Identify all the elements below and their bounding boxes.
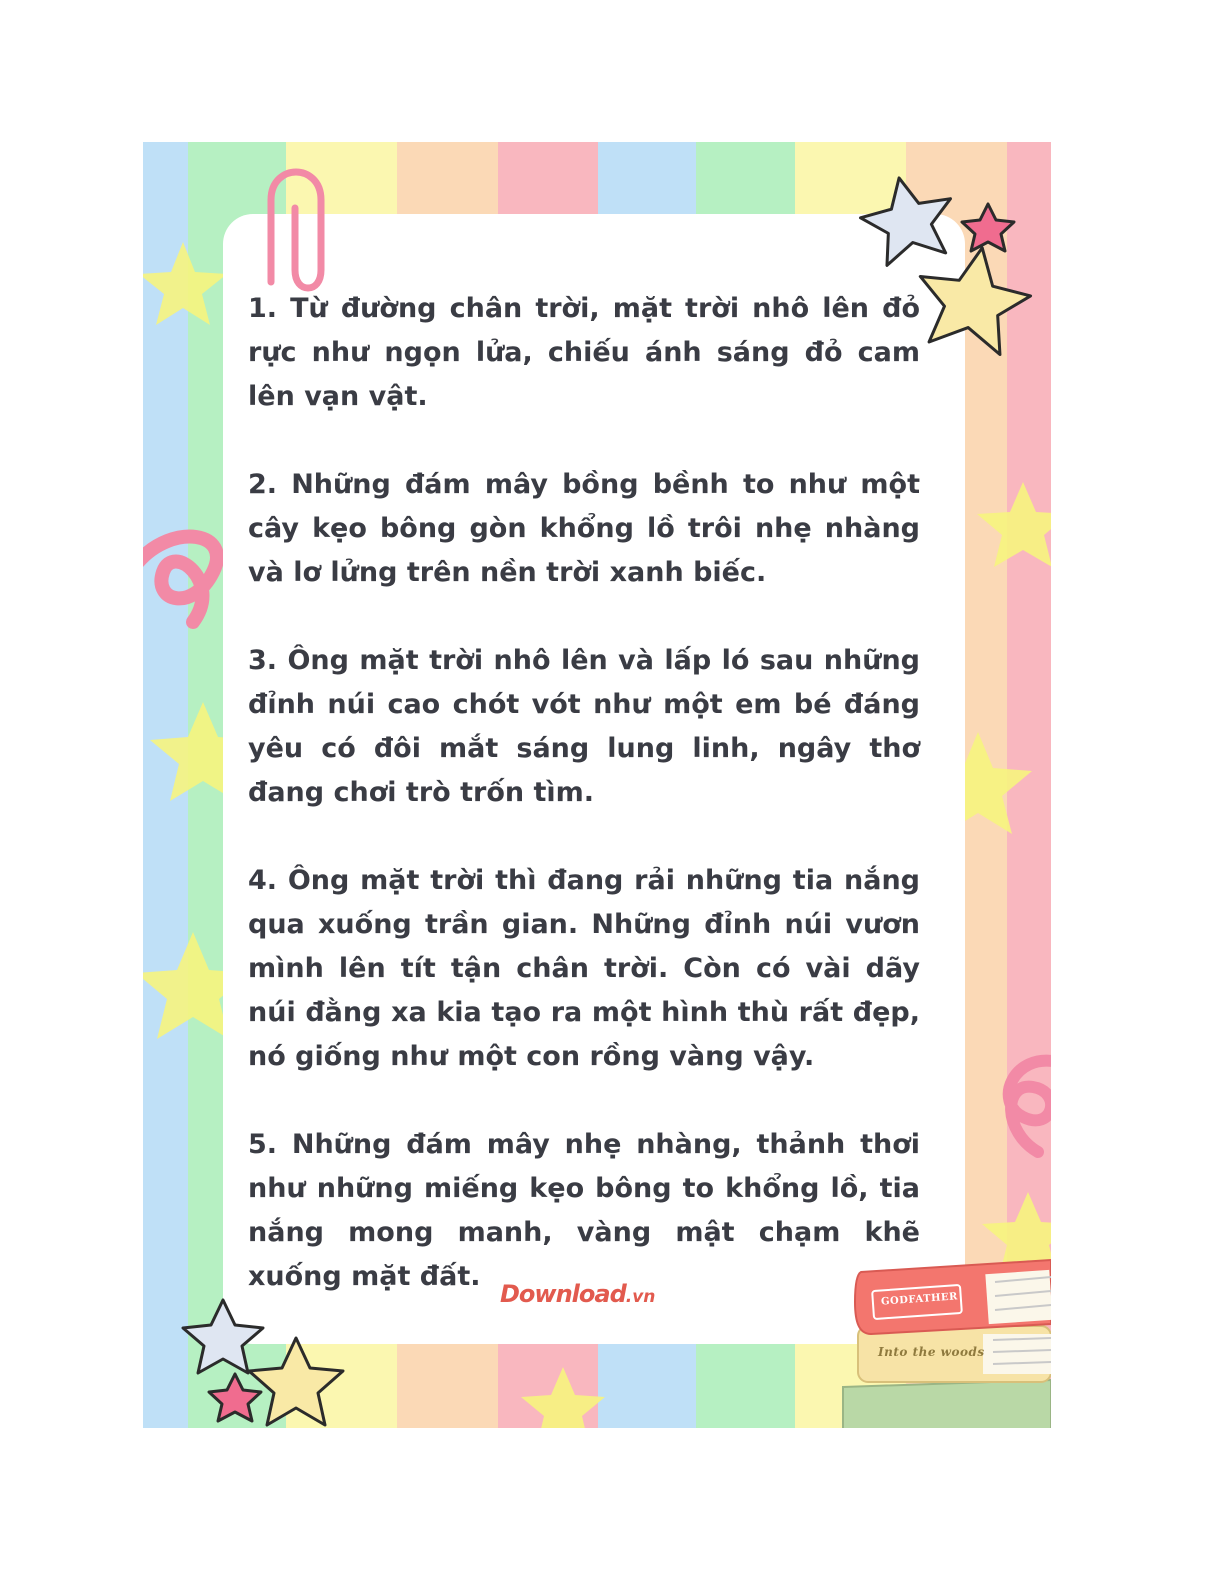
star-blue-icon: [854, 168, 961, 268]
watermark-brand: Download: [500, 1280, 626, 1308]
paragraph-2: 2. Những đám mây bồng bềnh to như một cây kẹo bông gòn khổng lồ trôi nhẹ nhàng và lơ lửng trên nền trời xanh biếc.: [248, 469, 920, 588]
paperclip-icon: [271, 172, 321, 288]
book-title-top: GODFATHER: [880, 1291, 959, 1308]
article-body: [248, 287, 920, 1343]
download-watermark: [500, 1280, 700, 1308]
paragraph-5: 5. Những đám mây nhẹ nhàng, thảnh thơi như những miếng kẹo bông to khổng lồ, tia nắng mong manh, vàng mật chạm khẽ xuống mặt đất.: [248, 1129, 920, 1292]
book-title-middle: Into the woods: [878, 1345, 985, 1359]
star-yellow-icon: [249, 1338, 343, 1425]
paragraph-3: 3. Ông mặt trời nhô lên và lấp ló sau những đỉnh núi cao chót vót như một em bé đáng yêu có đôi mắt sáng lung linh, ngây thơ đang chơi trò trốn tìm.: [248, 645, 920, 808]
poster: [143, 142, 1051, 1428]
watermark-tld: .vn: [625, 1287, 656, 1307]
star-pink-icon: [209, 1374, 261, 1421]
star-yellow-icon: [909, 238, 1037, 358]
star-pink-icon: [962, 204, 1014, 251]
paragraph-4: 4. Ông mặt trời thì đang rải những tia nắng qua xuống trần gian. Những đỉnh núi vươn mình lên tít tận chân trời. Còn có vài dãy núi đằng xa kia tạo ra một hình thù rất đẹp, nó giống như một con rồng vàng vậy.: [248, 865, 920, 1072]
paragraph-1: 1. Từ đường chân trời, mặt trời nhô lên đỏ rực như ngọn lửa, chiếu ánh sáng đỏ cam lên vạn vật.: [248, 293, 920, 412]
